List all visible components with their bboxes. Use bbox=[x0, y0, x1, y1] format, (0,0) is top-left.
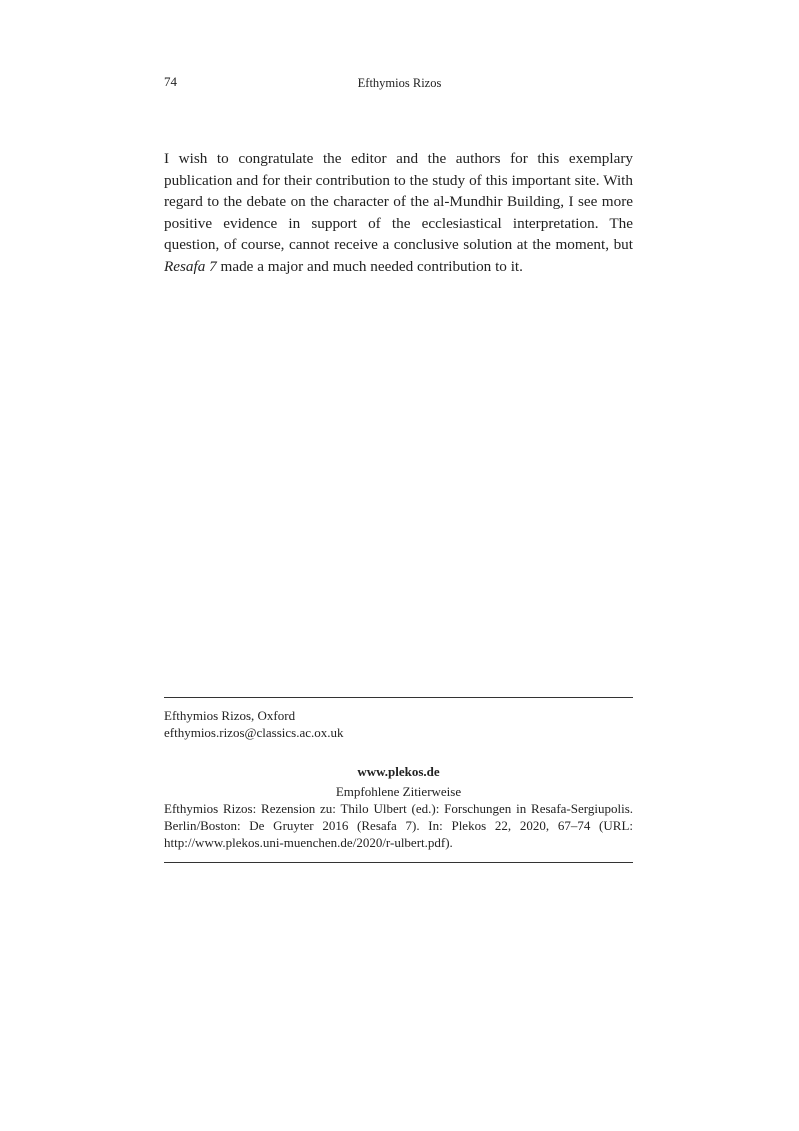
author-email[interactable]: efthymios.rizos@classics.ac.ox.uk bbox=[164, 725, 344, 740]
bottom-divider bbox=[164, 862, 633, 863]
site-link[interactable]: www.plekos.de bbox=[357, 764, 440, 779]
author-name: Efthymios Rizos, Oxford bbox=[164, 708, 296, 723]
paragraph-text-end: made a major and much needed contribution to it. bbox=[216, 257, 523, 275]
paragraph bbox=[164, 148, 633, 277]
citation-block bbox=[164, 763, 633, 851]
top-divider bbox=[164, 697, 633, 698]
body-paragraph bbox=[164, 148, 633, 277]
citation-heading: Empfohlene Zitierweise bbox=[335, 784, 462, 799]
page-number: 74 bbox=[164, 74, 177, 89]
running-head: Efthymios Rizos bbox=[357, 76, 442, 90]
book-title-italic: Resafa 7 bbox=[164, 257, 217, 275]
citation-text: Efthymios Rizos: Rezension zu: Thilo Ulbert (ed.): Forschungen in Resafa-Sergiupolis. Berlin/Boston: De Gruyter 2016 (Resafa 7). In: Plekos 22, 2020, 67–74 (URL: http://www.plekos.uni-muenchen.de/2020/r-ulbert.pdf). bbox=[164, 801, 633, 850]
author-block bbox=[164, 707, 344, 741]
paragraph-text: I wish to congratulate the editor and the authors for this exemplary publication and for their contribution to the study of this important site. With regard to the debate on the character of the al-Mundhir Building, I see more positive evidence in support of the ecclesiastical interpretation. The question, of course, cannot receive a conclusive solution at the moment, but bbox=[164, 150, 633, 253]
